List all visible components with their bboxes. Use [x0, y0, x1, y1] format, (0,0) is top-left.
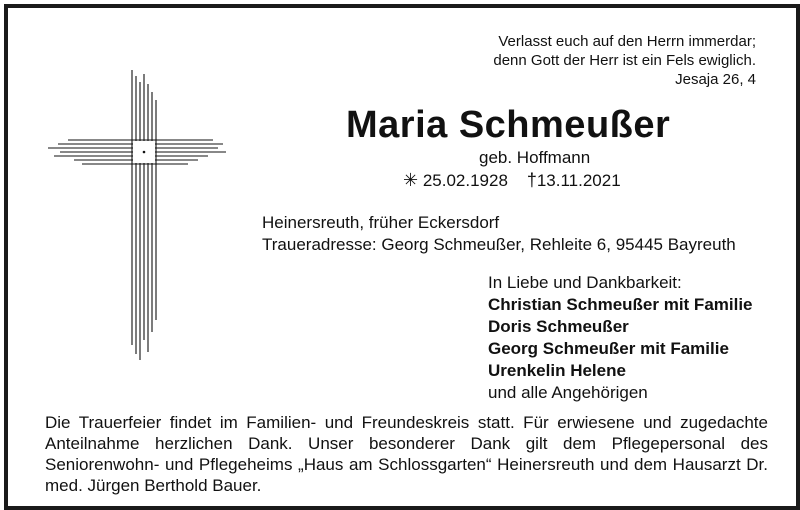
- verse-line-1: Verlasst euch auf den Herrn immerdar;: [498, 33, 756, 50]
- maiden-name: geb. Hoffmann: [479, 148, 591, 167]
- mourner-name: Doris Schmeußer: [488, 317, 629, 336]
- mourners-intro: In Liebe und Dankbarkeit:: [488, 273, 682, 292]
- obituary-frame: [4, 4, 800, 510]
- mourners-block: [488, 272, 753, 404]
- cross-icon: [48, 70, 228, 366]
- birth-date: 25.02.1928: [422, 171, 508, 190]
- mourners-closing: und alle Angehörigen: [488, 383, 648, 402]
- birth-star-icon: ✳: [403, 170, 419, 190]
- death-date: 13.11.2021: [536, 171, 621, 190]
- funeral-notice-text: Die Trauerfeier findet im Familien- und Freundeskreis statt. Für erwiesene und zugedachte Anteilnahme herzlichen Dank. Unser besonderer Dank gilt dem Pflegepersonal des Seniorenwohn- und Pflegeheims „Haus am Schlossgarten“ Heinersreuth und dem Hausarzt Dr. med. Jürgen Berthold Bauer.: [45, 413, 768, 495]
- verse-line-2: denn Gott der Herr ist ein Fels ewiglich.: [493, 52, 756, 69]
- location-block: [262, 212, 736, 256]
- bible-verse: [493, 32, 756, 89]
- deceased-name: Maria Schmeußer: [346, 104, 671, 146]
- mourning-address: Traueradresse: Georg Schmeußer, Rehleite 6, 95445 Bayreuth: [262, 235, 736, 254]
- life-dates: [403, 170, 621, 191]
- mourner-name: Georg Schmeußer mit Familie: [488, 339, 729, 358]
- home-place: Heinersreuth, früher Eckersdorf: [262, 213, 500, 232]
- death-cross-icon: †: [526, 170, 537, 190]
- mourner-name: Urenkelin Helene: [488, 361, 626, 380]
- mourner-name: Christian Schmeußer mit Familie: [488, 295, 753, 314]
- verse-reference: Jesaja 26, 4: [675, 71, 756, 88]
